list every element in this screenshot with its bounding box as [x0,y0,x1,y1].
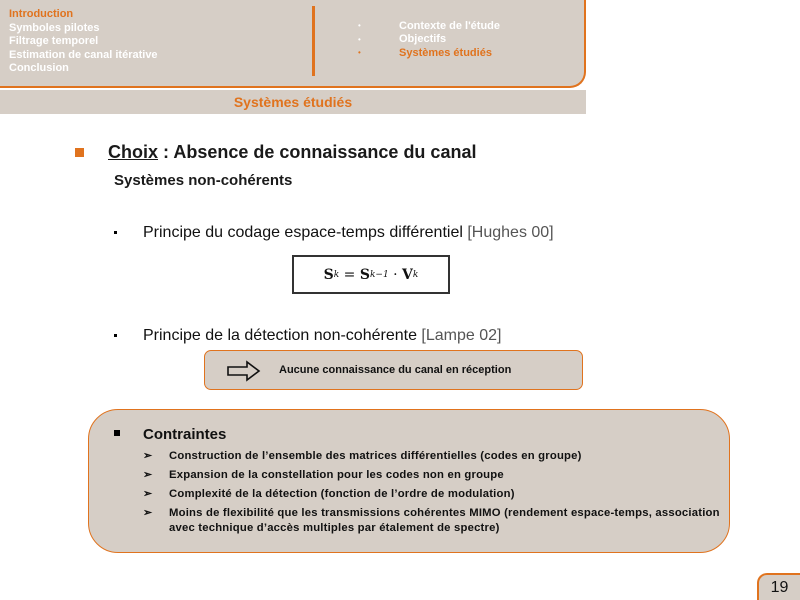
constraints-title: Contraintes [143,426,227,443]
bullet-icon: • [358,48,361,58]
constraints-list [143,449,728,540]
reference-citation: [Hughes 00] [467,224,554,241]
subnav-label: Contexte de l'étude [399,19,501,32]
constraint-text: Moins de flexibilité que les transmissions cohérentes MIMO (rendement espace-temps, association avec technique d’accès multiples par étalement de spectre) [169,507,720,534]
square-bullet-icon [75,148,84,157]
nav-item-symboles-pilotes[interactable]: Symboles pilotes [9,21,100,34]
dot-bullet-icon [114,231,117,234]
subnav-item-objectifs[interactable] [358,33,500,47]
formula-dot: · [388,266,403,283]
bullet-icon: • [358,21,361,31]
right-arrow-icon [227,360,261,382]
page-number: 19 [757,573,800,600]
nav-item-filtrage-temporel[interactable]: Filtrage temporel [9,35,99,47]
constraints-panel [88,409,730,553]
formula-rhs1: S [359,266,370,283]
choix-word: Choix [108,142,159,162]
notice-box [204,350,583,390]
bullet-icon: • [358,34,361,44]
formula-rhs2-sub: k [412,269,419,280]
arrowhead-bullet-icon: ➢ [143,469,153,481]
constraint-text: Complexité de la détection (fonction de l’ordre de modulation) [169,488,515,500]
formula-eq: = [339,266,360,283]
point-detection-non-coherente [143,327,501,345]
constraint-text: Expansion de la constellation pour les codes non en groupe [169,469,504,481]
nav-item-conclusion[interactable]: Conclusion [9,62,69,74]
outline-nav [9,8,158,76]
formula-rhs2: V [402,266,413,283]
formula-rhs1-sub: k−1 [369,269,389,280]
list-item [143,468,728,483]
notice-text: Aucune connaissance du canal en réception [279,364,512,376]
list-item [143,449,728,464]
formula-box [292,255,450,294]
header-panel [0,0,586,88]
subnav-label: Systèmes étudiés [399,46,492,59]
formula-lhs-sub: k [333,269,340,280]
subsection-nav [358,19,500,60]
square-bullet-icon [114,430,120,436]
slide-heading [108,142,476,163]
dot-bullet-icon [114,334,117,337]
point-codage-differentiel [143,224,554,242]
arrowhead-bullet-icon: ➢ [143,507,153,519]
reference-citation: [Lampe 02] [421,327,502,344]
formula-lhs: S [323,266,334,283]
list-item [143,487,728,502]
choix-rest: : Absence de connaissance du canal [158,142,477,162]
nav-divider [312,6,315,76]
point-text: Principe du codage espace-temps différentiel [143,224,468,241]
subnav-item-contexte[interactable] [358,19,500,33]
constraint-text: Construction de l’ensemble des matrices différentielles (codes en groupe) [169,450,582,462]
list-item [143,506,728,535]
subnav-item-systemes[interactable] [358,46,500,60]
arrowhead-bullet-icon: ➢ [143,450,153,462]
nav-item-estimation-iterative[interactable]: Estimation de canal itérative [9,48,158,61]
section-title-bar [0,90,586,114]
nav-item-introduction[interactable]: Introduction [9,8,74,20]
point-text: Principe de la détection non-cohérente [143,327,422,344]
subnav-label: Objectifs [399,33,447,46]
arrowhead-bullet-icon: ➢ [143,488,153,500]
slide-subtitle: Systèmes non-cohérents [114,172,293,189]
section-title: Systèmes étudiés [233,94,353,110]
